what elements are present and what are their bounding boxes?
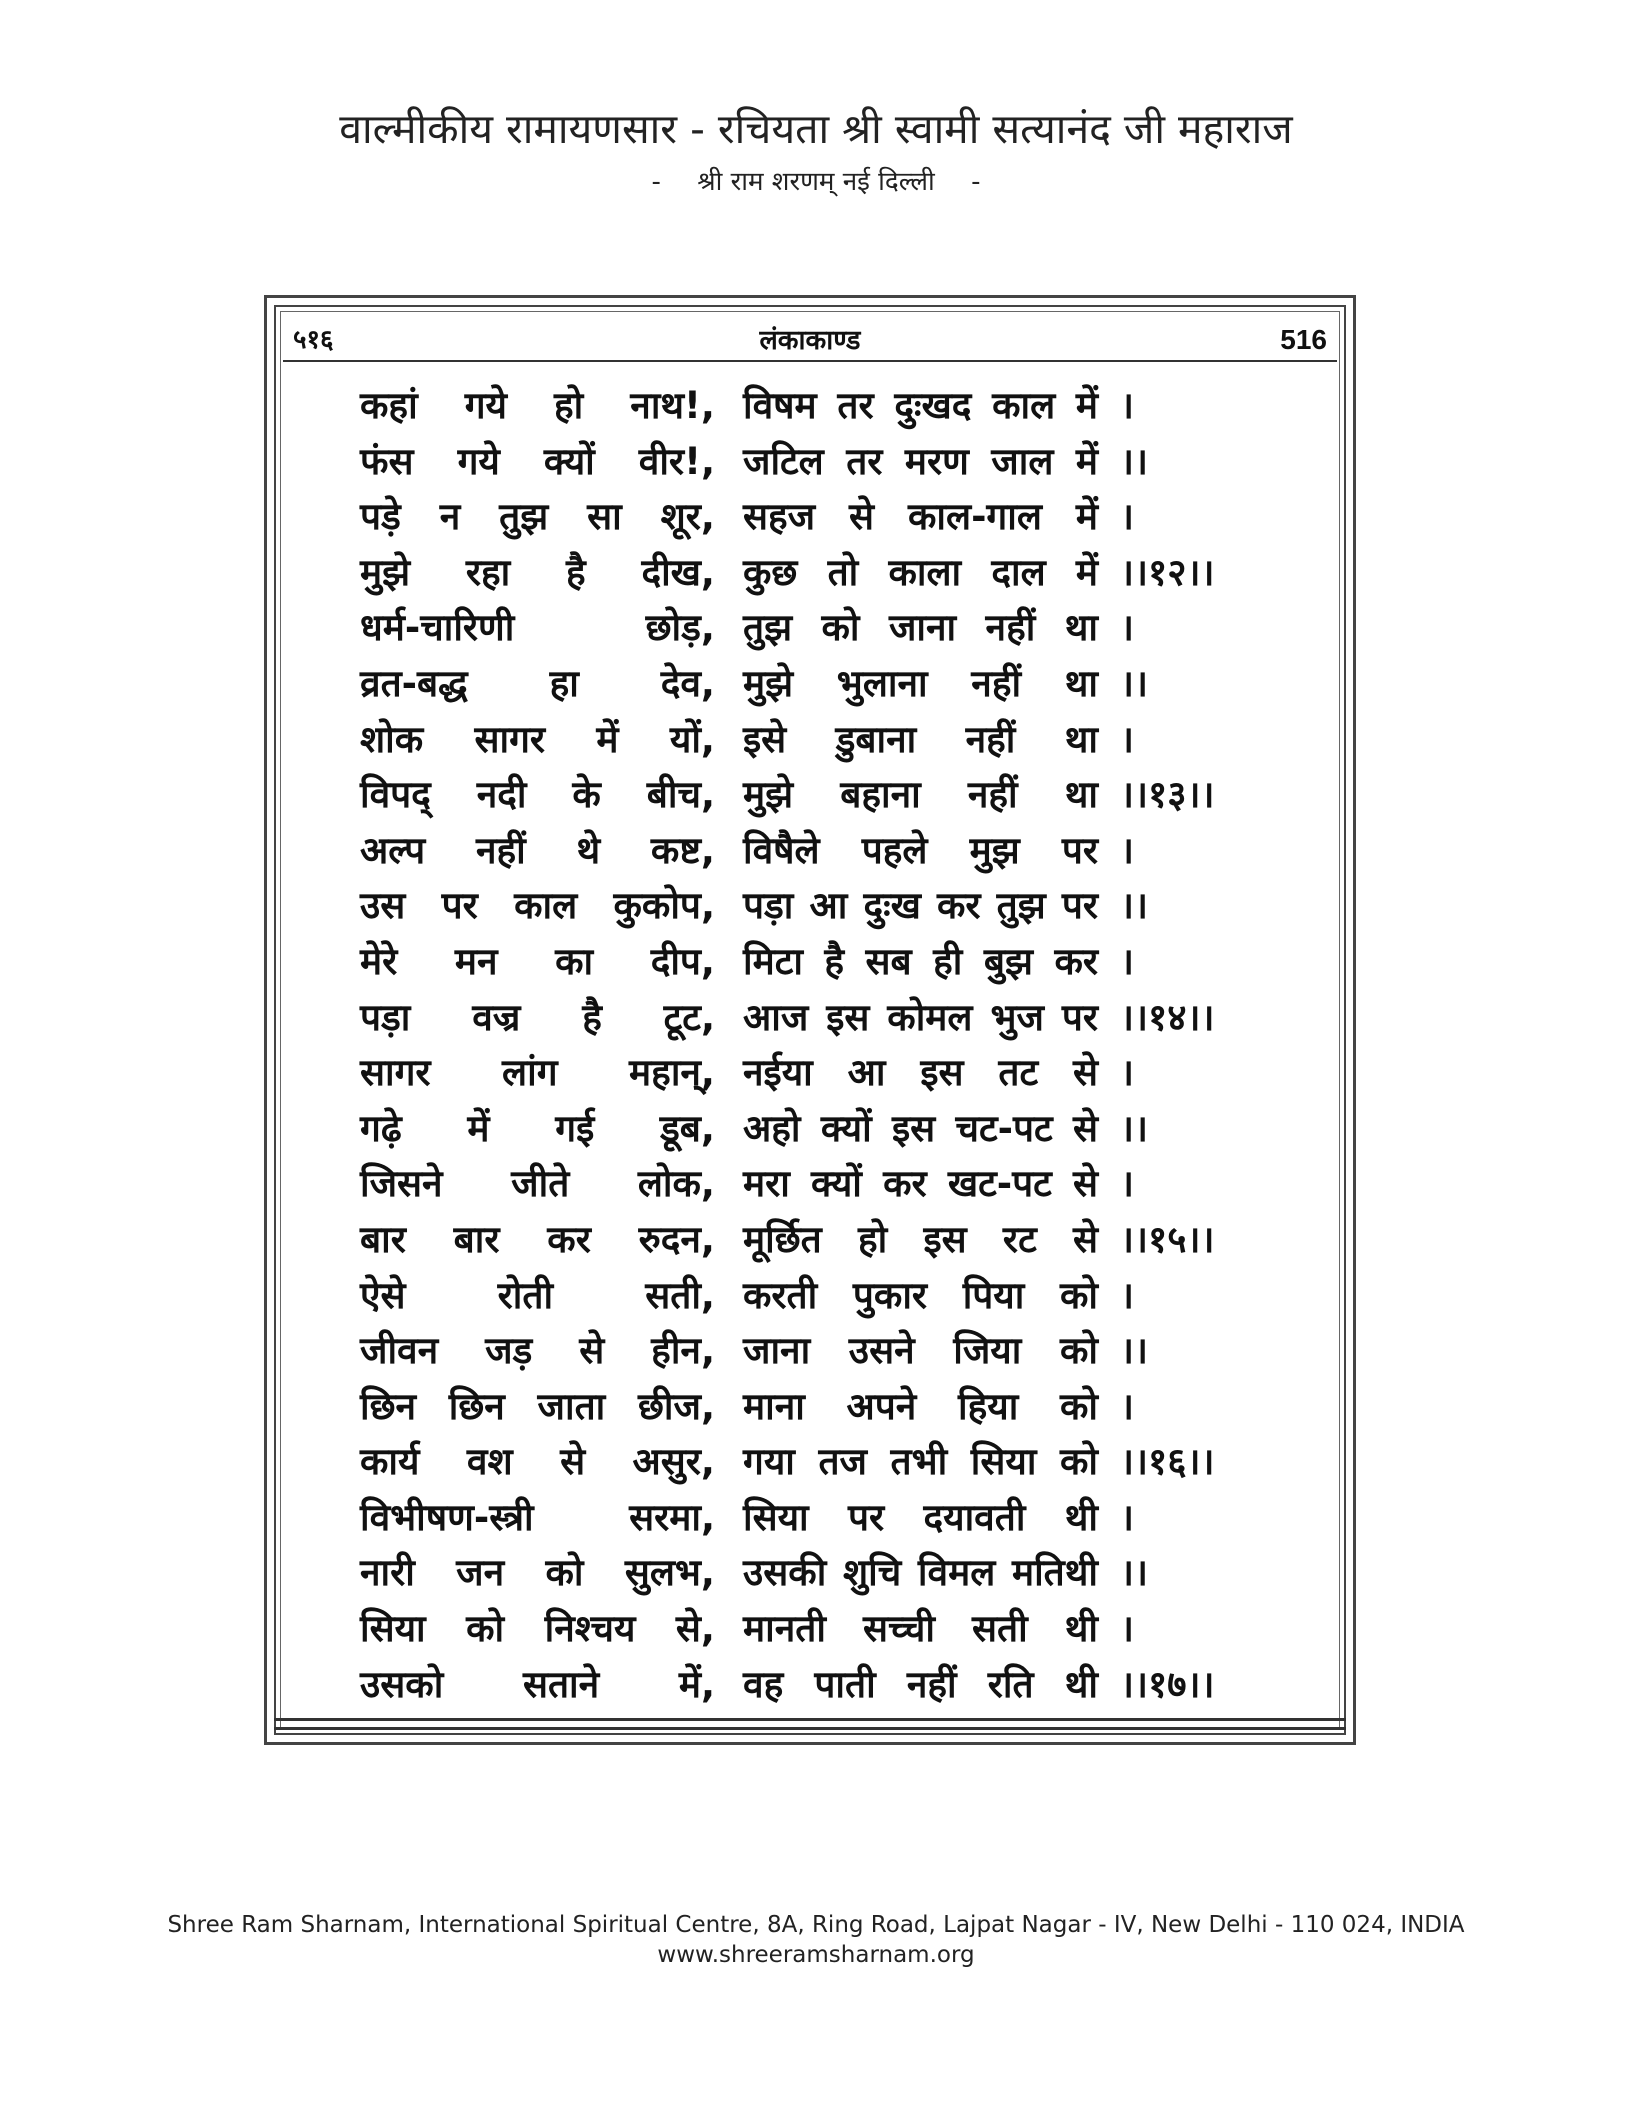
verse-end-mark: ।।: [1120, 1106, 1149, 1150]
verse-line: [360, 878, 1260, 934]
verse-end-mark: ।।१२।।: [1120, 550, 1215, 594]
verse-left-half: कहां गये हो नाथ!,: [360, 384, 715, 427]
verse-end-mark: ।।१४।।: [1120, 995, 1215, 1039]
verse-right-half: मुझे भुलाना नहीं था: [743, 661, 1098, 705]
verse-left-half: नारी जन को सुलभ,: [360, 1551, 715, 1595]
verse-line: [360, 1657, 1260, 1713]
verse-left-half: छिन छिन जाता छीज,: [360, 1384, 715, 1428]
verse-line: [360, 489, 1260, 545]
verse-left-half: मेरे मन का दीप,: [360, 939, 715, 983]
verse-end-mark: ।।१५।।: [1120, 1217, 1215, 1261]
verse-end-mark: ।: [1120, 1051, 1135, 1095]
verse-right-half: वह पाती नहीं रति थी: [743, 1662, 1098, 1706]
verse-line: [360, 767, 1260, 823]
subtitle-dash-right: -: [971, 167, 981, 197]
verse-line: [360, 600, 1260, 656]
verse-line: [360, 1268, 1260, 1324]
verse-right-half: उसकी शुचि विमल मतिथी: [743, 1551, 1098, 1595]
verse-right-half: तुझ को जाना नहीं था: [743, 606, 1098, 650]
verse-line: [360, 934, 1260, 990]
verse-line: [360, 434, 1260, 490]
verse-line: [360, 1156, 1260, 1212]
document-title: वाल्मीकीय रामायणसार - रचियता श्री स्वामी सत्यानंद जी महाराज: [339, 105, 1293, 153]
verse-left-half: ऐसे रोती सती,: [360, 1273, 715, 1317]
verse-end-mark: ।: [1120, 1384, 1135, 1428]
verse-line: [360, 1323, 1260, 1379]
verse-right-half: आज इस कोमल भुज पर: [743, 995, 1098, 1039]
verse-line: [360, 823, 1260, 879]
verse-right-half: मरा क्यों कर खट-पट से: [743, 1162, 1098, 1206]
verse-left-half: जिसने जीते लोक,: [360, 1162, 715, 1206]
verse-line: [360, 1434, 1260, 1490]
verse-line: [360, 1601, 1260, 1657]
verse-right-half: जाना उसने जिया को: [743, 1329, 1098, 1373]
verse-end-mark: ।: [1120, 1162, 1135, 1206]
verse-left-half: फंस गये क्यों वीर!,: [360, 439, 715, 483]
verse-left-half: शोक सागर में यों,: [360, 717, 715, 761]
page-number-devanagari: ५१६: [293, 325, 334, 355]
verse-left-half: विभीषण-स्त्री सरमा,: [360, 1495, 715, 1539]
verse-left-half: उस पर काल कुकोप,: [360, 884, 715, 928]
verse-line: [360, 378, 1260, 434]
verse-left-half: धर्म-चारिणी छोड़,: [360, 606, 715, 650]
verse-line: [360, 1379, 1260, 1435]
verse-end-mark: ।।: [1120, 439, 1149, 483]
verse-line: [360, 990, 1260, 1046]
verse-left-half: उसको सताने में,: [360, 1662, 715, 1706]
verse-left-half: बार बार कर रुदन,: [360, 1217, 715, 1261]
subtitle-text: श्री राम शरणम् नई दिल्ली: [697, 167, 935, 197]
document-subtitle: [0, 162, 1632, 198]
verse-left-half: कार्य वश से असुर,: [360, 1440, 715, 1484]
verse-end-mark: ।: [1120, 606, 1135, 650]
verse-end-mark: ।: [1120, 384, 1135, 427]
verse-left-half: सिया को निश्चय से,: [360, 1607, 715, 1651]
verse-right-half: मिटा है सब ही बुझ कर: [743, 939, 1098, 983]
verse-end-mark: ।: [1120, 495, 1135, 539]
verse-left-half: जीवन जड़ से हीन,: [360, 1329, 715, 1373]
verse-line: [360, 545, 1260, 601]
verse-end-mark: ।: [1120, 1495, 1135, 1539]
verse-right-half: सिया पर दयावती थी: [743, 1495, 1098, 1539]
verse-right-half: पड़ा आ दुःख कर तुझ पर: [743, 884, 1098, 928]
verse-end-mark: ।।: [1120, 1329, 1149, 1373]
verse-end-mark: ।।: [1120, 661, 1149, 705]
verse-line: [360, 1101, 1260, 1157]
verse-end-mark: ।।१६।।: [1120, 1440, 1215, 1484]
verse-right-half: मूर्छित हो इस रट से: [743, 1217, 1098, 1261]
verse-end-mark: ।: [1120, 828, 1135, 872]
section-title: लंकाकाण्ड: [759, 325, 861, 356]
verse-right-half: मुझे बहाना नहीं था: [743, 773, 1098, 817]
verse-right-half: इसे डुबाना नहीं था: [743, 717, 1098, 761]
verse-right-half: अहो क्यों इस चट-पट से: [743, 1106, 1098, 1150]
verse-left-half: पड़े न तुझ सा शूर,: [360, 495, 715, 539]
verse-right-half: सहज से काल-गाल में: [743, 495, 1098, 539]
verse-end-mark: ।: [1120, 939, 1135, 983]
verse-end-mark: ।।: [1120, 1551, 1149, 1595]
verse-end-mark: ।: [1120, 1607, 1135, 1651]
verse-line: [360, 1212, 1260, 1268]
verse-right-half: माना अपने हिया को: [743, 1384, 1098, 1428]
verse-end-mark: ।।१७।।: [1120, 1662, 1215, 1706]
verse-right-half: गया तज तभी सिया को: [743, 1440, 1098, 1484]
verse-line: [360, 712, 1260, 768]
verse-end-mark: ।।१३।।: [1120, 773, 1215, 817]
subtitle-dash-left: -: [651, 167, 661, 197]
page-number: 516: [1280, 324, 1327, 355]
verse-left-half: व्रत-बद्ध हा देव,: [360, 661, 715, 705]
verse-right-half: नईया आ इस तट से: [743, 1051, 1098, 1095]
verse-left-half: मुझे रहा है दीख,: [360, 550, 715, 594]
verse-end-mark: ।: [1120, 1273, 1135, 1317]
verse-right-half: करती पुकार पिया को: [743, 1273, 1098, 1317]
verse-right-half: कुछ तो काला दाल में: [743, 550, 1098, 594]
frame-bottom-rule: [274, 1718, 1346, 1730]
verse-line: [360, 1045, 1260, 1101]
verse-right-half: जटिल तर मरण जाल में: [743, 439, 1098, 483]
verse-right-half: विषैले पहले मुझ पर: [743, 828, 1098, 872]
verse-line: [360, 1490, 1260, 1546]
footer-address: Shree Ram Sharnam, International Spiritual Centre, 8A, Ring Road, Lajpat Nagar - IV, New Delhi - 110 024, INDIA: [167, 1912, 1465, 1938]
verse-line: [360, 1545, 1260, 1601]
verse-left-half: सागर लांग महान्,: [360, 1051, 715, 1095]
verse-left-half: विपद् नदी के बीच,: [360, 773, 715, 817]
verse-right-half: विषम तर दुःखद काल में: [743, 384, 1098, 427]
verse-list: [360, 378, 1260, 1712]
verse-left-half: अल्प नहीं थे कष्ट,: [360, 828, 715, 872]
verse-line: [360, 656, 1260, 712]
footer-website: www.shreeramsharnam.org: [657, 1942, 975, 1968]
verse-right-half: मानती सच्ची सती थी: [743, 1607, 1098, 1651]
page-header: [283, 320, 1337, 362]
verse-end-mark: ।: [1120, 717, 1135, 761]
verse-end-mark: ।।: [1120, 884, 1149, 928]
verse-left-half: गढ़े में गई डूब,: [360, 1106, 715, 1150]
verse-left-half: पड़ा वज्र है टूट,: [360, 995, 715, 1039]
